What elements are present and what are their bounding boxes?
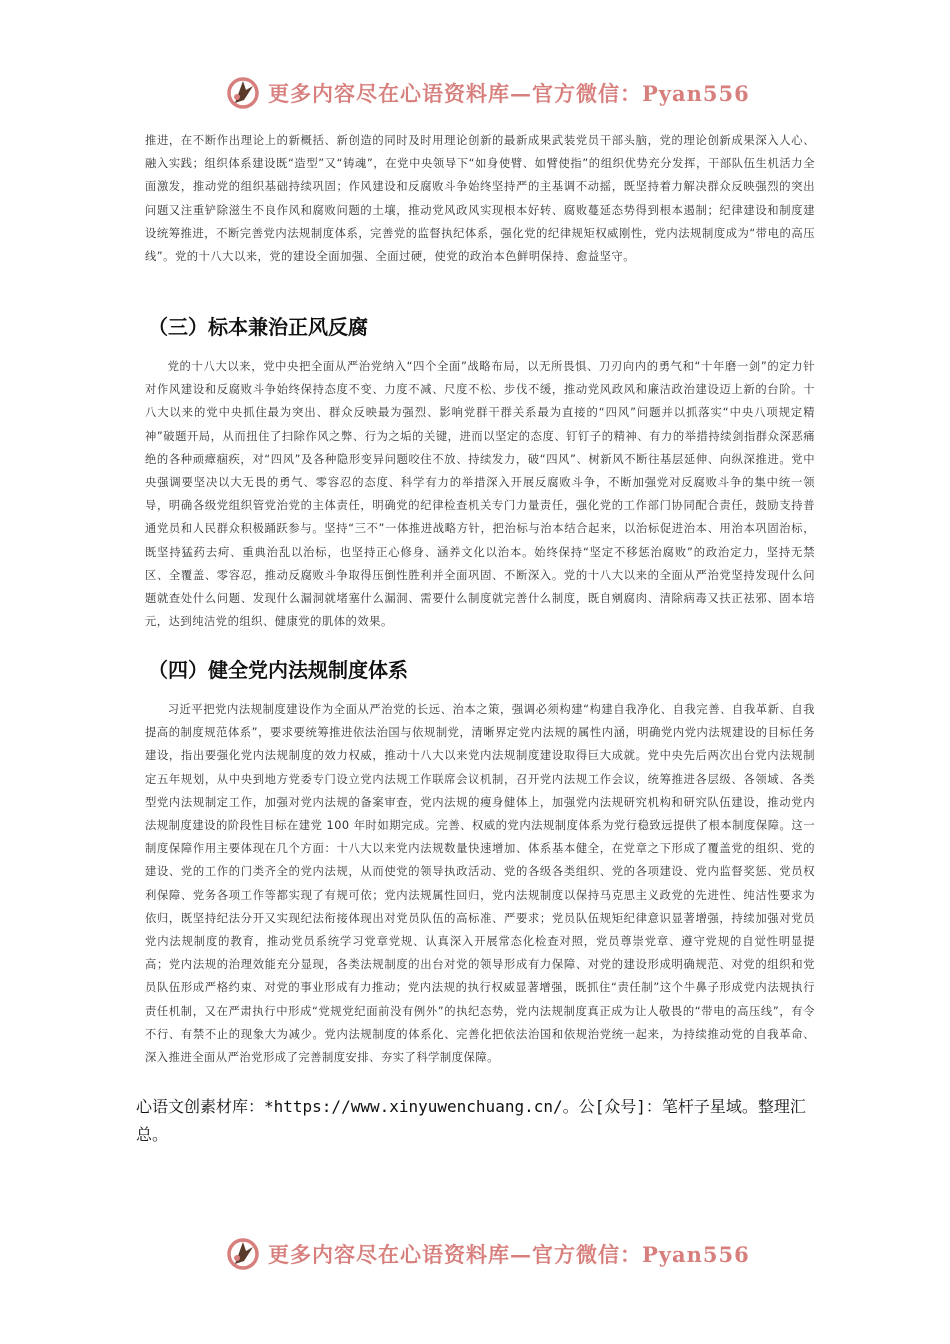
section-heading-3: （三）标本兼治正风反腐 (148, 315, 368, 339)
header-banner (226, 71, 750, 115)
section-3-paragraph: 党的十八大以来，党中央把全面从严治党纳入“四个全面”战略布局，以无所畏惧、刀刃向内的勇气和“十年磨一剑”的定力针对作风建设和反腐败斗争始终保持态度不变、力度不减、尺度不松、步伐不缓，推动党风政风和廉洁政治建设迈上新的台阶。十八大以来的党中央抓住最为突出、群众反映最为强烈、影响党群干群关系最为直接的“四风”问题并以抓落实“中央八项规定精神”破题开局，从而扭住了扫除作风之弊、行为之垢的关键，进而以坚定的态度、钉钉子的精神、有力的举措持续剑指群众深恶痛绝的各种顽瘴痼疾，对“四风”及各种隐形变异问题咬住不放、持续发力，破“四风”、树新风不断往基层延伸、向纵深推进。党中央强调要坚决以大无畏的勇气、零容忍的态度、科学有力的举措深入开展反腐败斗争，不断加强党对反腐败斗争的集中统一领导，明确各级党组织管党治党的主体责任，明确党的纪律检查机关专门力量责任，强化党的工作部门协同配合责任，鼓励支持普通党员和人民群众积极踊跃参与。坚持“三不”一体推进战略方针，把治标与治本结合起来，以治标促进治本、用治本巩固治标，既坚持猛药去疴、重典治乱以治标，也坚持正心修身、涵养文化以治本。始终保持“坚定不移惩治腐败”的政治定力，坚持无禁区、全覆盖、零容忍，推动反腐败斗争取得压倒性胜利并全面巩固、不断深入。党的十八大以来的全面从严治党坚持发现什么问题就查处什么问题、发现什么漏洞就堵塞什么漏洞、需要什么制度就完善什么制度，既自剜腐肉、清除病毒又扶正祛邪、固本培元，达到纯洁党的组织、健康党的肌体的效果。 (145, 360, 815, 629)
banner-text: 更多内容尽在心语资料库—官方微信：Pyan556 (268, 1242, 750, 1267)
banner-text: 更多内容尽在心语资料库—官方微信：Pyan556 (268, 81, 750, 106)
brand-logo-icon (226, 76, 260, 110)
footer-banner (226, 1232, 750, 1276)
section-4-paragraph: 习近平把党内法规制度建设作为全面从严治党的长远、治本之策，强调必须构建“构建自我净化、自我完善、自我革新、自我提高的制度规范体系”，要求要统筹推进依法治国与依规制党，清晰界定党内法规的属性内涵，明确党内党内法规建设的目标任务建设，指出要强化党内法规制度的效力权威，推动十八大以来党内法规制度建设取得巨大成就。党中央先后两次出台党内法规制定五年规划，从中央到地方党委专门设立党内法规工作联席会议机制，召开党内法规工作会议，统筹推进各层级、各领域、各类型党内法规制定工作，加强对党内法规的备案审查，党内法规的瘦身健体上，加强党内法规研究机构和研究队伍建设，推动党内法规制度建设的阶段性目标在建党 100 年时如期完成。完善、权威的党内法规制度体系为党行稳致远提供了根本制度保障。这一制度保障作用主要体现在几个方面：十八大以来党内法规数量快速增加、体系基本健全，在党章之下形成了覆盖党的组织、党的建设、党的工作的门类齐全的党内法规，从而使党的领导执政活动、党的各级各类组织、党的各项建设、党内监督奖惩、党员权利保障、党务各项工作等都实现了有规可依；党内法规属性回归，党内法规制度以保持马克思主义政党的先进性、纯洁性要求为依归，既坚持纪法分开又实现纪法衔接体现出对党员队伍的高标准、严要求；党员队伍规矩纪律意识显著增强，持续加强对党员党内法规制度的教育，推动党员系统学习党章党规、认真深入开展常态化检查对照，党员尊崇党章、遵守党规的自觉性明显提高；党内法规的治理效能充分显现，各类法规制度的出台对党的领导形成有力保障、对党的建设形成明确规范、对党的组织和党员队伍形成严格约束、对党的事业形成有力推动；党内法规的执行权威显著增强，既抓住“责任制”这个牛鼻子形成党内法规执行责任机制，又在严肃执行中形成“党规党纪面前没有例外”的执纪态势，党内法规制度真正成为让人敬畏的“带电的高压线”，有令不行、有禁不止的现象大为减少。党内法规制度的体系化、完善化把依法治国和依规治党统一起来，为持续推动党的自我革命、深入推进全面从严治党形成了完善制度安排、夯实了科学制度保障。 (145, 703, 815, 1065)
brand-logo-icon (226, 1237, 260, 1271)
intro-paragraph: 推进，在不断作出理论上的新概括、新创造的同时及时用理论创新的最新成果武装党员干部头脑，党的理论创新成果深入人心、融入实践；组织体系建设既“造型”又“铸魂”，在党中央领导下“如身使臂、如臂使指”的组织优势充分发挥，干部队伍生机活力全面激发，推动党的组织基础持续巩固；作风建设和反腐败斗争始终坚持严的主基调不动摇，既坚持着力解决群众反映强烈的突出问题又注重铲除滋生不良作风和腐败问题的土壤，推动党风政风实现根本好转、腐败蔓延态势得到根本遏制；纪律建设和制度建设统筹推进，不断完善党内法规制度体系，完善党的监督执纪体系，强化党的纪律规矩权威刚性，党内法规制度成为“带电的高压线”。党的十八大以来，党的建设全面加强、全面过硬，使党的政治本色鲜明保持、愈益坚守。 (145, 134, 815, 264)
section-heading-4: （四）健全党内法规制度体系 (148, 658, 408, 682)
source-note: 心语文创素材库：*https://www.xinyuwenchuang.cn/。公[众号]：笔杆子星域。整理汇总。 (136, 1097, 806, 1144)
